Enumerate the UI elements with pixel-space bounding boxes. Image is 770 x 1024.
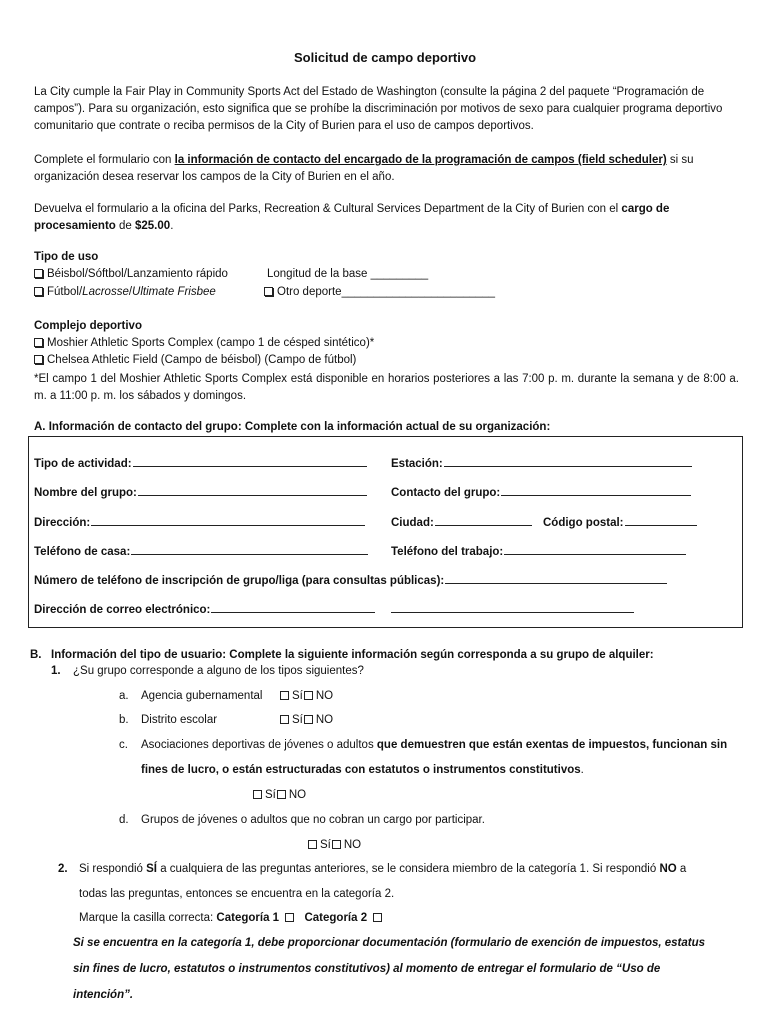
q1c-letter: c. (119, 739, 128, 751)
checkbox-icon[interactable] (285, 913, 294, 922)
section-b-letter: B. (30, 649, 42, 661)
q1c-text: Asociaciones deportivas de jóvenes o adultos que demuestren que están exentas de impuestos, funcionan sin (141, 739, 728, 751)
category-notice-line2: sin fines de lucro, estatutos o instrumentos constitutivos) al momento de entregar el formulario de “Uso de (73, 963, 661, 975)
registration-phone-field[interactable]: Número de teléfono de inscripción de grupo/liga (para consultas públicas): (34, 571, 667, 587)
checkbox-icon[interactable] (34, 287, 43, 296)
use-type-other[interactable]: Otro deporte________________________ (264, 286, 495, 298)
q1-number: 1. (51, 665, 61, 677)
email-extra-line[interactable] (391, 612, 634, 613)
checkbox-icon[interactable] (308, 840, 317, 849)
email-field[interactable]: Dirección de correo electrónico: (34, 600, 375, 616)
q1c-text-cont: fines de lucro, o están estructuradas con estatutos o instrumentos constitutivos. (141, 764, 584, 776)
activity-type-field[interactable]: Tipo de actividad: (34, 454, 367, 470)
station-field[interactable]: Estación: (391, 454, 692, 470)
zip-field[interactable]: Código postal: (543, 513, 697, 529)
checkbox-icon[interactable] (304, 715, 313, 724)
q1c-yes-no[interactable]: Sí NO (253, 789, 306, 801)
checkbox-icon[interactable] (277, 790, 286, 799)
q1a-letter: a. (119, 690, 129, 702)
group-contact-field[interactable]: Contacto del grupo: (391, 483, 691, 499)
q2-text-cont: todas las preguntas, entonces se encuentra en la categoría 2. (79, 888, 395, 900)
q2-text: Si respondió SÍ a cualquiera de las preguntas anteriores, se le considera miembro de la categoría 1. Si respondió NO a (79, 863, 687, 875)
field-scheduler-emphasis: la información de contacto del encargado de la programación de campos (field scheduler) (174, 154, 667, 166)
complex-chelsea[interactable]: Chelsea Athletic Field (Campo de béisbol) (Campo de fútbol) (34, 354, 356, 366)
home-phone-field[interactable]: Teléfono de casa: (34, 542, 368, 558)
checkbox-icon[interactable] (34, 355, 43, 364)
checkbox-icon[interactable] (34, 338, 43, 347)
checkbox-icon[interactable] (34, 269, 43, 278)
city-field[interactable]: Ciudad: (391, 513, 532, 529)
checkbox-icon[interactable] (332, 840, 341, 849)
use-type-soccer[interactable]: Fútbol/Lacrosse/Ultimate Frisbee (34, 286, 216, 298)
fair-play-paragraph: La City cumple la Fair Play in Community Sports Act del Estado de Washington (consulte la página 2 del paquete “Programación de campos”). Para su organización, esto significa que se prohíbe la discriminación por motivos de sexo para cualquier programa deportivo comunitario que contrate o reciba permisos de la City of Burien para el uso de campos deportivos. (34, 86, 723, 132)
q1b-text: Distrito escolar (141, 714, 218, 726)
category-notice-line3: intención”. (73, 989, 134, 1001)
q1a-yes-no[interactable]: Sí NO (280, 690, 333, 702)
complex-heading: Complejo deportivo (34, 320, 142, 332)
address-field[interactable]: Dirección: (34, 513, 365, 529)
group-name-field[interactable]: Nombre del grupo: (34, 483, 367, 499)
checkbox-icon[interactable] (373, 913, 382, 922)
work-phone-field[interactable]: Teléfono del trabajo: (391, 542, 686, 558)
q1d-text: Grupos de jóvenes o adultos que no cobran un cargo por participar. (141, 814, 485, 826)
return-paragraph: Devuelva el formulario a la oficina del Parks, Recreation & Cultural Services Department de la City of Burien con el cargo de procesamiento de $25.00. (34, 203, 670, 232)
complex-moshier[interactable]: Moshier Athletic Sports Complex (campo 1 de césped sintético)* (34, 337, 374, 349)
q1d-yes-no[interactable]: Sí NO (308, 839, 361, 851)
checkbox-icon[interactable] (304, 691, 313, 700)
complex-note: *El campo 1 del Moshier Athletic Sports Complex está disponible en horarios posteriores a las 7:00 p. m. durante la semana y de 8:00 a. m. a 11:00 p. m. los sábados y domingos. (34, 373, 739, 402)
q2-number: 2. (58, 863, 68, 875)
q1-text: ¿Su grupo corresponde a alguno de los tipos siguientes? (73, 665, 364, 677)
q1b-yes-no[interactable]: Sí NO (280, 714, 333, 726)
q1d-letter: d. (119, 814, 129, 826)
checkbox-icon[interactable] (253, 790, 262, 799)
page-title: Solicitud de campo deportivo (293, 50, 477, 65)
q1b-letter: b. (119, 714, 129, 726)
checkbox-icon[interactable] (264, 287, 273, 296)
section-b-heading: Información del tipo de usuario: Complete la siguiente información según corresponda a su grupo de alquiler: (51, 649, 654, 661)
category-select: Marque la casilla correcta: Categoría 1 Categoría 2 (79, 912, 385, 924)
checkbox-icon[interactable] (280, 715, 289, 724)
category-notice-line1: Si se encuentra en la categoría 1, debe proporcionar documentación (formulario de exención de impuestos, estatus (73, 937, 706, 949)
contact-paragraph: Complete el formulario con la información de contacto del encargado de la programación de campos (field scheduler) si su organización desea reservar los campos de la City of Burien en el año. (34, 154, 694, 183)
q1a-text: Agencia gubernamental (141, 690, 263, 702)
use-type-heading: Tipo de uso (34, 251, 99, 263)
checkbox-icon[interactable] (280, 691, 289, 700)
base-length-field[interactable]: Longitud de la base _________ (267, 268, 429, 280)
section-a-heading: A. Información de contacto del grupo: Complete con la información actual de su organización: (34, 421, 551, 433)
use-type-baseball[interactable]: Béisbol/Sóftbol/Lanzamiento rápido (34, 268, 228, 280)
